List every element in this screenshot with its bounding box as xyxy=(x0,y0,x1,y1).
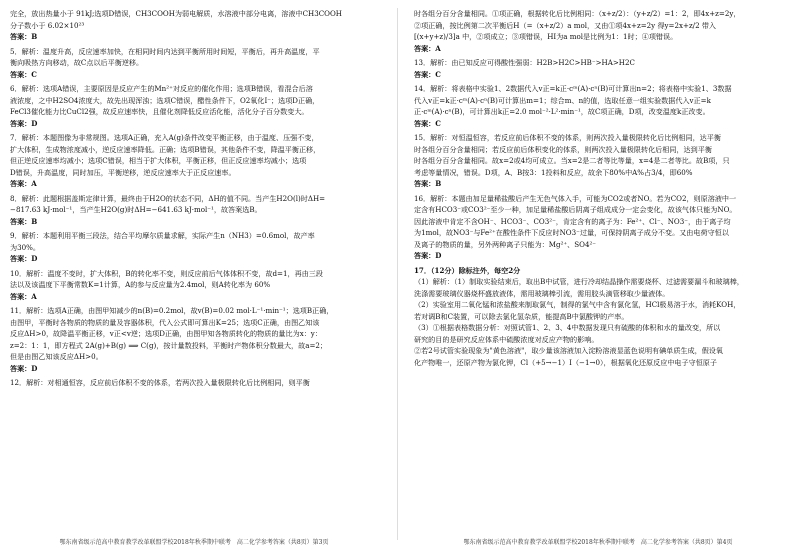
text-line: 洗涤需要玻璃仪器烧杯盛放液体，需用玻璃棒引流，需用胶头滴管移取少量液体。 xyxy=(414,288,670,298)
text-line: 定含有HCO3⁻或CO3²⁻至少一种，加足量稀盐酸后阴离子组成成分一定会变化，故该气体只能为NO。 xyxy=(414,205,737,214)
text-line: 反应ΔH>0，故降温平衡正移，v正<v逆；选项D正确，由图甲知各物质转化的物质的量比为x：y： xyxy=(10,329,322,338)
text-line: （2）实验室用二氧化锰和浓盐酸来制取氯气，制得的氯气中含有氯化氢，HCl极易溶于水，消耗KOH， xyxy=(414,300,741,309)
right-page-column xyxy=(414,8,782,532)
answer-line: 答案：B xyxy=(414,179,442,188)
text-line: D错误，升高温度，同时加压，平衡逆移，逆反应速率大于正反应速率。 xyxy=(10,167,236,177)
answer-line: 答案：A xyxy=(10,291,37,301)
answer-line: 答案：A xyxy=(10,179,37,188)
text-line: 分子数小于 6.02×10²³ xyxy=(10,20,85,30)
text-line: 液浓度，之中H2SO4浓度大，故先出现浑浊；选项C错误，醋性条件下，O2氧化I⁻；选项D正确， xyxy=(10,95,320,105)
text-line: [(x+y+z)/3]a 中，②项成立；③项错误，HI为a mol是比例为1：1时；④项错误。 xyxy=(414,32,678,41)
solution-line: 8．解析：此题根据盖斯定律计算，最终由于H2O的状态不同，ΔH的值不同。当产生H2O(l)时ΔH= xyxy=(10,193,326,203)
answer-line: 答案：B xyxy=(10,32,38,41)
solution-line: 7．解析：本题图像为非常规图。选项A正确，充入A(g)条件改变平衡正移，由于温度、压强不变， xyxy=(10,133,319,142)
answer-line: 答案：C xyxy=(10,69,37,79)
answer-line: 答案：D xyxy=(10,118,38,128)
text-line: 化产物唯一，还原产物为氯化钾，Cl（+5→−1）I（−1→0），根据氧化还原反应中电子守恒原子 xyxy=(414,357,717,367)
solution-line: 12．解析：对相通恒容，反应前后体积不变的体系，若两次投入量极限转化后比例相同，则平衡 xyxy=(10,378,310,387)
text-line: 由图甲，平衡时各物质的物质的量及容器体积，代入公式即可算出K=25；选项C正确，由图乙知该 xyxy=(10,317,320,327)
text-line: 及离子的物质的量，另外两种离子只能为：Mg²⁺、SO4²⁻ xyxy=(414,239,597,249)
answer-line: 答案：D xyxy=(414,251,442,260)
text-line: 但是由图乙知该反应ΔH>0。 xyxy=(10,352,103,361)
page-fold-divider xyxy=(397,8,398,540)
solution-line: 5．解析：温度升高，反应速率加快，在相同时间内达到平衡所用时间短，平衡后，再升高温度，平 xyxy=(10,46,320,56)
text-line: 代入v正=k正·cᵐ(A)·cⁿ(B)可计算出m=1；综合m、n的值，选取任意一组实验数据代入v正=k xyxy=(414,95,711,105)
text-line: −817.63 kJ·mol⁻¹，当产生H2O(g)时ΔH=−641.63 kJ·mol⁻¹，故答案选B。 xyxy=(10,205,262,214)
solution-line: 16．解析：本题由加足量稀盐酸后产生无色气体入手，可能为CO2或者NO。若为CO2，则原溶液中一 xyxy=(414,193,737,203)
text-line: 研究的目的是研究反应体系中硫酸浓度对反应产物的影响。 xyxy=(414,334,599,344)
answer-line: 答案：D xyxy=(10,363,38,373)
text-line: 因此溶液中肯定不含OH⁻、HCO3⁻、CO3²⁻，肯定含有的离子为：Fe²⁺、Cl⁻、NO3⁻，由于离子均 xyxy=(414,216,731,226)
answer-line: 答案：C xyxy=(414,69,441,79)
text-line: z=2：1：1，即方程式 2A(g)+B(g) ⟹ C(g)，按计量数投料，平衡时产物体积分数最大，故a=2； xyxy=(10,340,328,350)
text-line: 时各组分百分含量相同。故x=2或4均可成立。当x=2是二者等比等量，x=4是二者等比。故B项，只 xyxy=(414,156,730,165)
solution-line: 9．解析：本题利用平衡三段法，结合平均摩尔质量求解，实际产生n（NH3）=0.6mol，故产率 xyxy=(10,231,315,240)
text-line: 法以及该温度下平衡常数K=1计算，A的参与反应量为2.4mol，则A转化率为 60% xyxy=(10,280,271,289)
answer-line: 答案：A xyxy=(414,43,441,53)
answer-line: 答案：D xyxy=(10,254,38,263)
solution-line: 14．解析：将表格中实验1、2数据代入v正=k正·cᵐ(A)·cⁿ(B)可计算出n=2；将表格中实验1、3数据 xyxy=(414,84,732,93)
text-line: 时各组分百分含量相同。①项正确，根据转化后比例相同：（x+z/2）：（y+z/2）=1：2，即4x+z=2y， xyxy=(414,9,741,18)
text-line: ②若2号试管实验现象为"黄色溶液"，取少量该溶液加入淀粉溶液显蓝色说明有碘单质生成，假设氧 xyxy=(414,346,723,355)
text-line: ②项正确，按比例第二次平衡后H（=（x+z/2）a mol，又由①项4x+z=2y 得y=2x+z/2 带入 xyxy=(414,20,717,30)
page-footer-left: 鄂东南省级示范高中教育教学改革联盟学校2018年秋季期中联考 高二化学参考答案（共8页）第3页 xyxy=(59,539,329,546)
text-line: （1）解析：（1）制取实验结束后，取出B中试管，进行冷却结晶操作需要烧杯、过滤需要漏斗和玻璃棒， xyxy=(414,277,744,286)
solution-line: 10．解析：温度不变时，扩大体积，B的转化率不变，则反应前后气体体积不变，故d=1，再由三段 xyxy=(10,268,323,278)
text-line: 衡向吸热方向移动，故C点以后平衡逆移。 xyxy=(10,58,144,67)
text-line: 但正逆反应速率均减小；选项C错误，相当于扩大体积，平衡正移，但正反应速率均减小；选项 xyxy=(10,156,307,165)
solution-line: 6．解析：选项A错误，主要原因是反应产生的Mn²⁺对反应的催化作用；选项B错误，看混合后溶 xyxy=(10,84,313,93)
answer-line: 答案：B xyxy=(10,216,38,226)
section-heading: 17．（12分）除标注外，每空2分 xyxy=(414,265,521,275)
text-line: 完全，放出热量小于 91kJ;选项D错误，CH3COOH为弱电解质，水溶液中部分电离，溶液中CH3COOH xyxy=(10,9,342,18)
text-line: 为1mol，故NO3⁻与Fe²⁺在酸性条件下反应时NO3⁻过量，可保持阴离子成分不变。又由电荷守恒以 xyxy=(414,228,729,237)
page-footer-right: 鄂东南省级示范高中教育教学改革联盟学校2018年秋季期中联考 高二化学参考答案（共8页）第4页 xyxy=(463,539,733,546)
text-line: FeCl3催化能力比CuCl2强，故反应速率快，且催化剂降低反应活化能，活化分子百分数变大。 xyxy=(10,107,309,116)
text-line: 考虑等量情况，错误。D项，A、B按3：1投料和反应，故余下80%中A%占3/4，即60% xyxy=(414,167,693,177)
text-line: 若对调B和C装置，可以除去氯化氢杂质，能提高B中氯酸钾的产率。 xyxy=(414,311,629,321)
text-line: 时各组分百分含量相同；若反应前后体积变化的体系，则两次投入量极限转化后相同，达到平衡 xyxy=(414,144,712,154)
solution-line: 13．解析：由已知反应可得酸性强弱：H2B>H2C>HB⁻>HA>H2C xyxy=(414,58,635,67)
text-line: 扩大体积，生成物浓度减小，逆反应速率降低。正确；选项B错误，其他条件不变，降温平衡正移， xyxy=(10,144,321,154)
answer-line: 答案：C xyxy=(414,118,441,128)
text-line: 为30%。 xyxy=(10,242,40,252)
text-line: 正·cᵐ(A)·cⁿ(B)，可计算出k正=2.0 mol⁻²·L²·min⁻¹，故C项正确，D项，改变温度k正改变。 xyxy=(414,107,710,116)
left-page-column xyxy=(10,8,378,532)
solution-line: 15．解析：对恒温恒容，若反应前后体积不变的体系，则两次投入量极限转化后比例相同，达平衡 xyxy=(414,133,721,142)
solution-line: 11．解析：选项A正确，由图甲知减少的n(B)=0.2mol，故v(B)=0.02 mol·L⁻¹·min⁻¹；选项B正确， xyxy=(10,306,334,315)
text-line: （3）①根据表格数据分析：对照试管1、2、3、4中数据发现只有硫酸的体积和水的量改变，所以 xyxy=(414,323,721,332)
